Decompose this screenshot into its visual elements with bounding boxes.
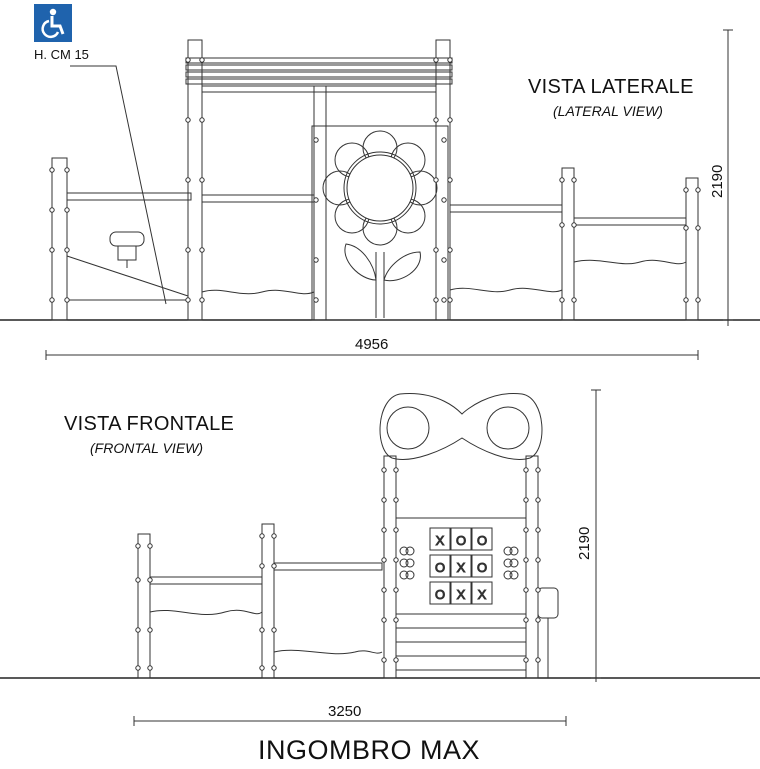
bolt — [200, 58, 204, 62]
lateral-height-dimension: 2190 — [709, 164, 726, 198]
accessibility-height-label: H. CM 15 — [34, 47, 89, 62]
bolt — [560, 223, 564, 227]
bolt — [536, 658, 540, 662]
front-post-left — [138, 534, 150, 678]
bolt — [186, 248, 190, 252]
bolt — [314, 138, 318, 142]
bolt — [560, 178, 564, 182]
front-rail-mid — [274, 563, 382, 570]
bolt — [272, 628, 276, 632]
bolt — [65, 168, 69, 172]
front-wave-left — [150, 610, 262, 614]
frontal-width-dimension: 3250 — [328, 703, 362, 720]
tictactoe-mark: O — [476, 560, 488, 575]
bolt — [272, 564, 276, 568]
lateral-view-title: VISTA LATERALE — [528, 76, 694, 98]
bolt — [65, 298, 69, 302]
bolt — [448, 298, 452, 302]
bolt — [524, 558, 528, 562]
frontal-view-title: VISTA FRONTALE — [64, 413, 235, 435]
bolt — [394, 588, 398, 592]
bolt — [136, 666, 140, 670]
bolt — [442, 198, 446, 202]
bolt — [524, 498, 528, 502]
bolt — [200, 298, 204, 302]
rail-left — [202, 195, 314, 202]
bolt — [434, 248, 438, 252]
bolt — [536, 528, 540, 532]
wave-right — [574, 260, 686, 263]
bolt — [448, 248, 452, 252]
post-mid — [562, 168, 574, 320]
roof-slats — [186, 58, 452, 92]
wave-mid — [450, 288, 562, 291]
bolt — [524, 618, 528, 622]
bolt — [536, 558, 540, 562]
bolt — [572, 223, 576, 227]
lateral-width-dimension: 4956 — [355, 336, 389, 353]
bolt — [382, 558, 386, 562]
tictactoe-mark: X — [477, 587, 487, 602]
bolt — [394, 528, 398, 532]
knobs-right — [504, 547, 518, 579]
tictactoe-mark: O — [434, 587, 446, 602]
butterfly-roof — [380, 393, 542, 459]
bolt — [382, 618, 386, 622]
front-wave-mid — [274, 650, 382, 653]
bolt — [394, 498, 398, 502]
tictactoe-mark: O — [455, 533, 467, 548]
front-post-2 — [262, 524, 274, 678]
bolt — [524, 588, 528, 592]
bolt — [186, 298, 190, 302]
bolt — [442, 298, 446, 302]
tower-post-left — [384, 456, 396, 678]
bolt — [186, 118, 190, 122]
bolt — [434, 178, 438, 182]
butterfly-eye-left — [387, 407, 429, 449]
bolt — [524, 468, 528, 472]
bolt — [394, 618, 398, 622]
tictactoe-mark: X — [456, 560, 466, 575]
bolt — [684, 298, 688, 302]
bolt — [148, 666, 152, 670]
bolt — [536, 498, 540, 502]
bolt — [260, 628, 264, 632]
bolt — [382, 528, 386, 532]
bolt — [200, 248, 204, 252]
left-rail — [67, 193, 191, 200]
bolt — [560, 298, 564, 302]
bolt — [524, 658, 528, 662]
butterfly-eye-right — [487, 407, 529, 449]
bolt — [186, 178, 190, 182]
bolt — [696, 188, 700, 192]
bolt — [434, 58, 438, 62]
bolt — [148, 578, 152, 582]
bolt — [448, 118, 452, 122]
tictactoe-mark: X — [456, 587, 466, 602]
bolt — [136, 578, 140, 582]
bolt — [394, 558, 398, 562]
bolt — [394, 468, 398, 472]
bolt — [50, 208, 54, 212]
bolt — [148, 544, 152, 548]
bolt — [136, 628, 140, 632]
bolt — [65, 208, 69, 212]
bolt — [536, 618, 540, 622]
bolt — [572, 298, 576, 302]
bolt — [50, 298, 54, 302]
bolt — [572, 178, 576, 182]
tictactoe-mark: X — [435, 533, 445, 548]
bolt-markers — [50, 58, 700, 670]
bolt — [434, 298, 438, 302]
bolt — [272, 534, 276, 538]
front-rail-left — [150, 577, 262, 584]
steps — [396, 628, 526, 670]
bolt — [50, 248, 54, 252]
tower-post-right — [526, 456, 538, 678]
wave-left — [202, 290, 314, 293]
tictactoe-mark: O — [476, 533, 488, 548]
bolt — [314, 298, 318, 302]
flower-drawing — [323, 131, 437, 318]
bolt — [394, 658, 398, 662]
rail-mid — [450, 205, 562, 212]
bolt — [382, 498, 386, 502]
bolt — [524, 528, 528, 532]
bolt — [136, 544, 140, 548]
bolt — [448, 178, 452, 182]
bolt — [442, 258, 446, 262]
bolt — [260, 564, 264, 568]
rail-right — [574, 218, 686, 225]
bolt — [260, 666, 264, 670]
bolt — [536, 468, 540, 472]
bolt — [186, 58, 190, 62]
max-footprint-label: INGOMBRO MAX — [258, 735, 481, 765]
frontal-height-dimension: 2190 — [576, 526, 593, 560]
frontal-view-subtitle: (FRONTAL VIEW) — [90, 440, 204, 456]
bolt — [448, 58, 452, 62]
bolt — [382, 588, 386, 592]
left-post — [52, 158, 67, 320]
bolt — [684, 226, 688, 230]
bolt — [65, 248, 69, 252]
bolt — [260, 534, 264, 538]
center-post — [314, 86, 326, 320]
bolt — [536, 588, 540, 592]
bolt — [382, 468, 386, 472]
bolt — [200, 178, 204, 182]
front-steering-wheel — [538, 588, 558, 678]
bolt — [382, 658, 386, 662]
bolt — [50, 168, 54, 172]
bolt — [314, 258, 318, 262]
bolt — [696, 298, 700, 302]
steering-wheel-panel — [110, 232, 144, 268]
bolt — [314, 198, 318, 202]
knobs-left — [400, 547, 414, 579]
tictactoe-mark: O — [434, 560, 446, 575]
bolt — [148, 628, 152, 632]
bolt — [684, 188, 688, 192]
wheelchair-icon — [34, 4, 72, 42]
bolt — [442, 138, 446, 142]
bolt — [200, 118, 204, 122]
leader-line — [70, 66, 166, 304]
tictactoe-marks — [435, 533, 487, 602]
bolt — [434, 118, 438, 122]
lateral-view-subtitle: (LATERAL VIEW) — [553, 103, 663, 119]
bolt — [696, 226, 700, 230]
bolt — [272, 666, 276, 670]
